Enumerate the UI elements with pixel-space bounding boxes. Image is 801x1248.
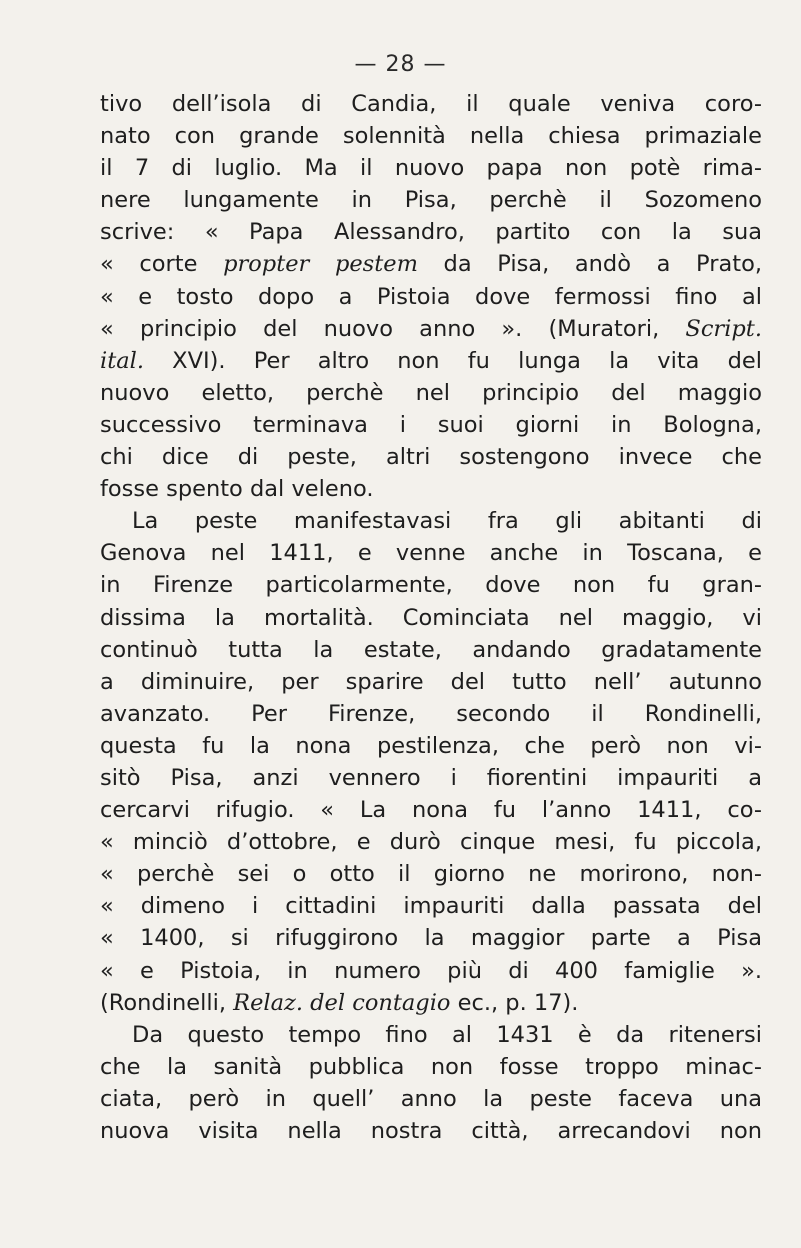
text-run: ec., p. 17). (450, 989, 579, 1016)
text-line: cercarvi rifugio. « La nona fu l’anno 1411, co- (100, 797, 762, 824)
text-line: nuovo eletto, perchè nel principio del maggio (100, 379, 762, 406)
text-line: a diminuire, per sparire del tutto nell’ autunno (100, 668, 762, 695)
text-run: (Rondinelli, (100, 989, 234, 1016)
text-line: il 7 di luglio. Ma il nuovo papa non potè rima- (100, 155, 762, 182)
text-line: « e Pistoia, in numero più di 400 famiglie ». (100, 957, 762, 984)
text-line (100, 313, 762, 345)
text-run: « corte (100, 251, 224, 278)
text-line: questa fu la nona pestilenza, che però non vi- (100, 732, 762, 759)
text-line: tivo dell’isola di Candia, il quale veniva coro- (100, 91, 762, 117)
text-line: « e tosto dopo a Pistoia dove fermossi fino al (100, 283, 762, 310)
text-line: chi dice di peste, altri sostengono invece che (100, 444, 762, 471)
italic-text-run: Relaz. del contagio (233, 989, 451, 1016)
text-line: successivo terminava i suoi giorni in Bologna, (100, 411, 762, 438)
text-line: avanzato. Per Firenze, secondo il Rondinelli, (100, 700, 762, 727)
text-line: « perchè sei o otto il giorno ne morirono, non- (100, 861, 762, 888)
text-line: « dimeno i cittadini impauriti dalla passata del (100, 893, 762, 920)
text-line: « 1400, si rifuggirono la maggior parte a Pisa (100, 925, 762, 952)
text-line: scrive: « Papa Alessandro, partito con la sua (100, 219, 762, 246)
page-number: — 28 — (354, 52, 447, 77)
text-line: fosse spento dal veleno. (100, 476, 374, 503)
text-line (100, 987, 762, 1019)
text-line: ciata, però in quell’ anno la peste faceva una (100, 1085, 762, 1112)
text-line: continuò tutta la estate, andando gradatamente (100, 636, 762, 663)
text-line: La peste manifestavasi fra gli abitanti di (132, 508, 762, 535)
text-line: in Firenze particolarmente, dove non fu gran- (100, 572, 762, 599)
text-line: nato con grande solennità nella chiesa primaziale (100, 123, 762, 150)
italic-text-run: propter pestem (223, 251, 418, 278)
text-line: sitò Pisa, anzi vennero i fiorentini impauriti a (100, 764, 762, 791)
body-text (100, 88, 762, 1147)
text-line (100, 248, 762, 280)
text-line (100, 345, 762, 377)
text-line: nuova visita nella nostra città, arrecandovi non (100, 1118, 762, 1144)
text-run: XVI). Per altro non fu lunga la vita del (144, 347, 762, 374)
text-run: « principio del nuovo anno ». (Muratori, (100, 315, 686, 342)
text-line: Genova nel 1411, e venne anche in Toscana, e (100, 540, 762, 567)
italic-text-run: Script. (685, 315, 762, 342)
text-line: nere lungamente in Pisa, perchè il Sozomeno (100, 187, 762, 214)
italic-text-run: ital. (100, 347, 145, 374)
text-run: da Pisa, andò a Prato, (417, 251, 762, 278)
text-line: Da questo tempo fino al 1431 è da ritenersi (132, 1021, 762, 1048)
text-line: « minciò d’ottobre, e durò cinque mesi, fu piccola, (100, 829, 762, 856)
text-line: che la sanità pubblica non fosse troppo minac- (100, 1053, 762, 1080)
text-line: dissima la mortalità. Cominciata nel maggio, vi (100, 604, 762, 631)
